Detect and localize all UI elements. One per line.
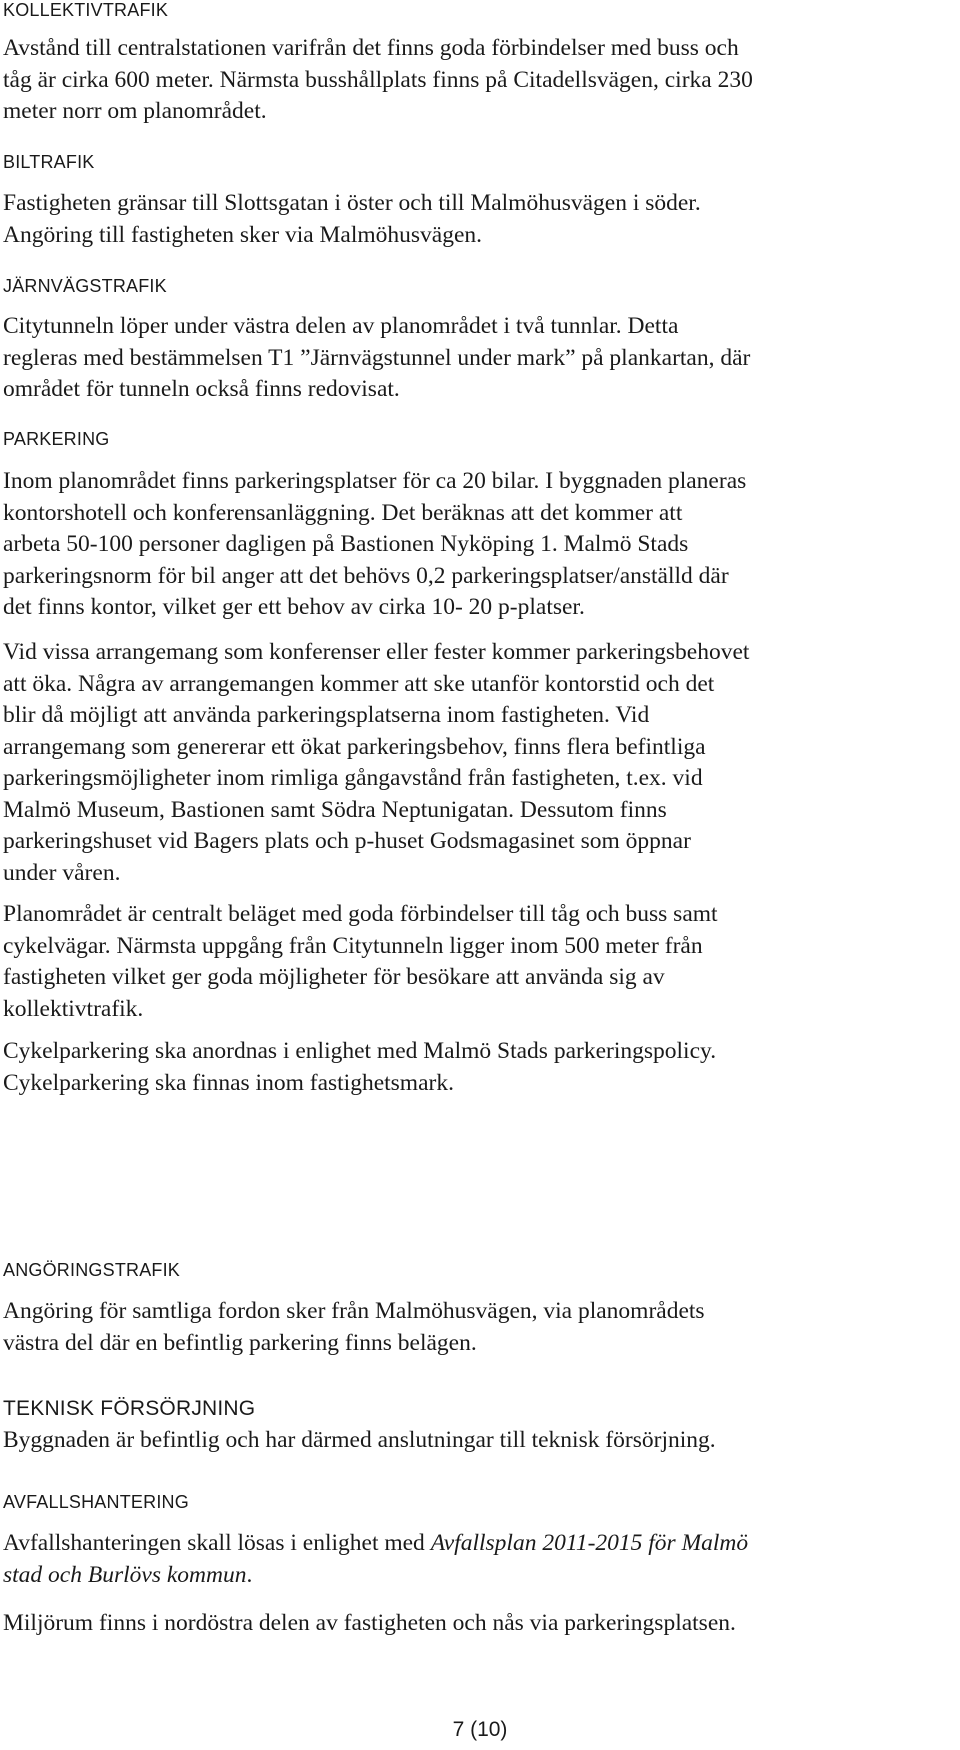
document-reference: Avfallsplan 2011-2015 för Malmö bbox=[430, 1530, 749, 1556]
text-line: Vid vissa arrangemang som konferenser eller fester kommer parkeringsbehovet bbox=[3, 639, 750, 665]
paragraph-biltrafik bbox=[3, 188, 953, 251]
text-line: Angöring till fastigheten sker via Malmöhusvägen. bbox=[3, 221, 483, 248]
heading-jarnvagstrafik: JÄRNVÄGSTRAFIK bbox=[3, 276, 167, 296]
text-line: cykelvägar. Närmsta uppgång från Citytunneln ligger inom 500 meter från bbox=[3, 932, 703, 959]
page-number: 7 (10) bbox=[452, 1718, 508, 1741]
paragraph-avfallshantering bbox=[3, 1528, 953, 1591]
text-line: västra del där en befintlig parkering finns belägen. bbox=[3, 1329, 477, 1356]
text-line: kontorshotell och konferensanläggning. Det beräknas att det kommer att bbox=[3, 499, 683, 526]
paragraph-miljorum bbox=[3, 1608, 953, 1640]
text-line: Fastigheten gränsar till Slottsgatan i öster och till Malmöhusvägen i söder. bbox=[3, 190, 701, 216]
paragraph-kollektivtrafik bbox=[3, 33, 953, 128]
text-line: Angöring för samtliga fordon sker från Malmöhusvägen, via planområdets bbox=[3, 1298, 705, 1324]
text-line: under våren. bbox=[3, 859, 121, 886]
text-line: Citytunneln löper under västra delen av planområdet i två tunnlar. Detta bbox=[3, 313, 679, 339]
text-line: Byggnaden är befintlig och har därmed anslutningar till teknisk försörjning. bbox=[3, 1427, 716, 1453]
text-line: Avstånd till centralstationen varifrån det finns goda förbindelser med buss och bbox=[3, 35, 739, 61]
text-line: regleras med bestämmelsen T1 ”Järnvägstunnel under mark” på plankartan, där bbox=[3, 344, 751, 371]
text-line bbox=[3, 1528, 953, 1560]
heading-parkering: PARKERING bbox=[3, 429, 110, 449]
text-line: parkeringsnorm för bil anger att det behövs 0,2 parkeringsplatser/anställd där bbox=[3, 562, 729, 589]
text-line: Malmö Museum, Bastionen samt Södra Neptunigatan. Dessutom finns bbox=[3, 796, 667, 823]
text-line: arbeta 50-100 personer dagligen på Bastionen Nyköping 1. Malmö Stads bbox=[3, 531, 689, 557]
heading-teknisk-forsorjning: TEKNISK FÖRSÖRJNING bbox=[3, 1397, 256, 1420]
text-line: att öka. Några av arrangemangen kommer att ske utanför kontorstid och det bbox=[3, 670, 715, 697]
text-line: parkeringshuset vid Bagers plats och p-huset Godsmagasinet som öppnar bbox=[3, 828, 691, 854]
text-line: Miljörum finns i nordöstra delen av fastigheten och nås via parkeringsplatsen. bbox=[3, 1610, 736, 1636]
text-line: meter norr om planområdet. bbox=[3, 98, 267, 124]
text-line: det finns kontor, vilket ger ett behov av cirka 10- 20 p-platser. bbox=[3, 594, 585, 620]
paragraph-parkering-4 bbox=[3, 1036, 953, 1099]
heading-kollektivtrafik: KOLLEKTIVTRAFIK bbox=[3, 0, 169, 20]
text-line: blir då möjligt att använda parkeringsplatserna inom fastigheten. Vid bbox=[3, 702, 650, 728]
text-line: området för tunneln också finns redovisat. bbox=[3, 376, 400, 402]
paragraph-jarnvagstrafik bbox=[3, 311, 953, 406]
paragraph-parkering-3 bbox=[3, 899, 953, 1025]
paragraph-parkering-2 bbox=[3, 637, 953, 889]
paragraph-teknisk-forsorjning bbox=[3, 1425, 953, 1457]
heading-biltrafik: BILTRAFIK bbox=[3, 152, 95, 172]
text-line: fastigheten vilket ger goda möjligheter för besökare att använda sig av bbox=[3, 964, 665, 990]
text-line bbox=[3, 1560, 953, 1592]
text-run: . bbox=[246, 1561, 253, 1588]
text-line: parkeringsmöjligheter inom rimliga gångavstånd från fastigheten, t.ex. vid bbox=[3, 765, 703, 791]
text-line: Inom planområdet finns parkeringsplatser för ca 20 bilar. I byggnaden planeras bbox=[3, 468, 747, 494]
paragraph-angoringstrafik bbox=[3, 1296, 953, 1359]
text-line: tåg är cirka 600 meter. Närmsta busshållplats finns på Citadellsvägen, cirka 230 bbox=[3, 66, 753, 93]
text-line: Planområdet är centralt beläget med goda förbindelser till tåg och buss samt bbox=[3, 901, 718, 927]
paragraph-parkering-1 bbox=[3, 466, 953, 624]
text-line: arrangemang som genererar ett ökat parkeringsbehov, finns flera befintliga bbox=[3, 733, 706, 760]
text-line: kollektivtrafik. bbox=[3, 995, 144, 1022]
heading-avfallshantering: AVFALLSHANTERING bbox=[3, 1492, 189, 1512]
text-line: Cykelparkering ska anordnas i enlighet med Malmö Stads parkeringspolicy. bbox=[3, 1038, 717, 1064]
text-line: Cykelparkering ska finnas inom fastighetsmark. bbox=[3, 1069, 454, 1096]
heading-angoringstrafik: ANGÖRINGSTRAFIK bbox=[3, 1260, 181, 1280]
document-reference: stad och Burlövs kommun bbox=[3, 1561, 247, 1588]
text-run: Avfallshanteringen skall lösas i enlighet med bbox=[3, 1530, 431, 1556]
